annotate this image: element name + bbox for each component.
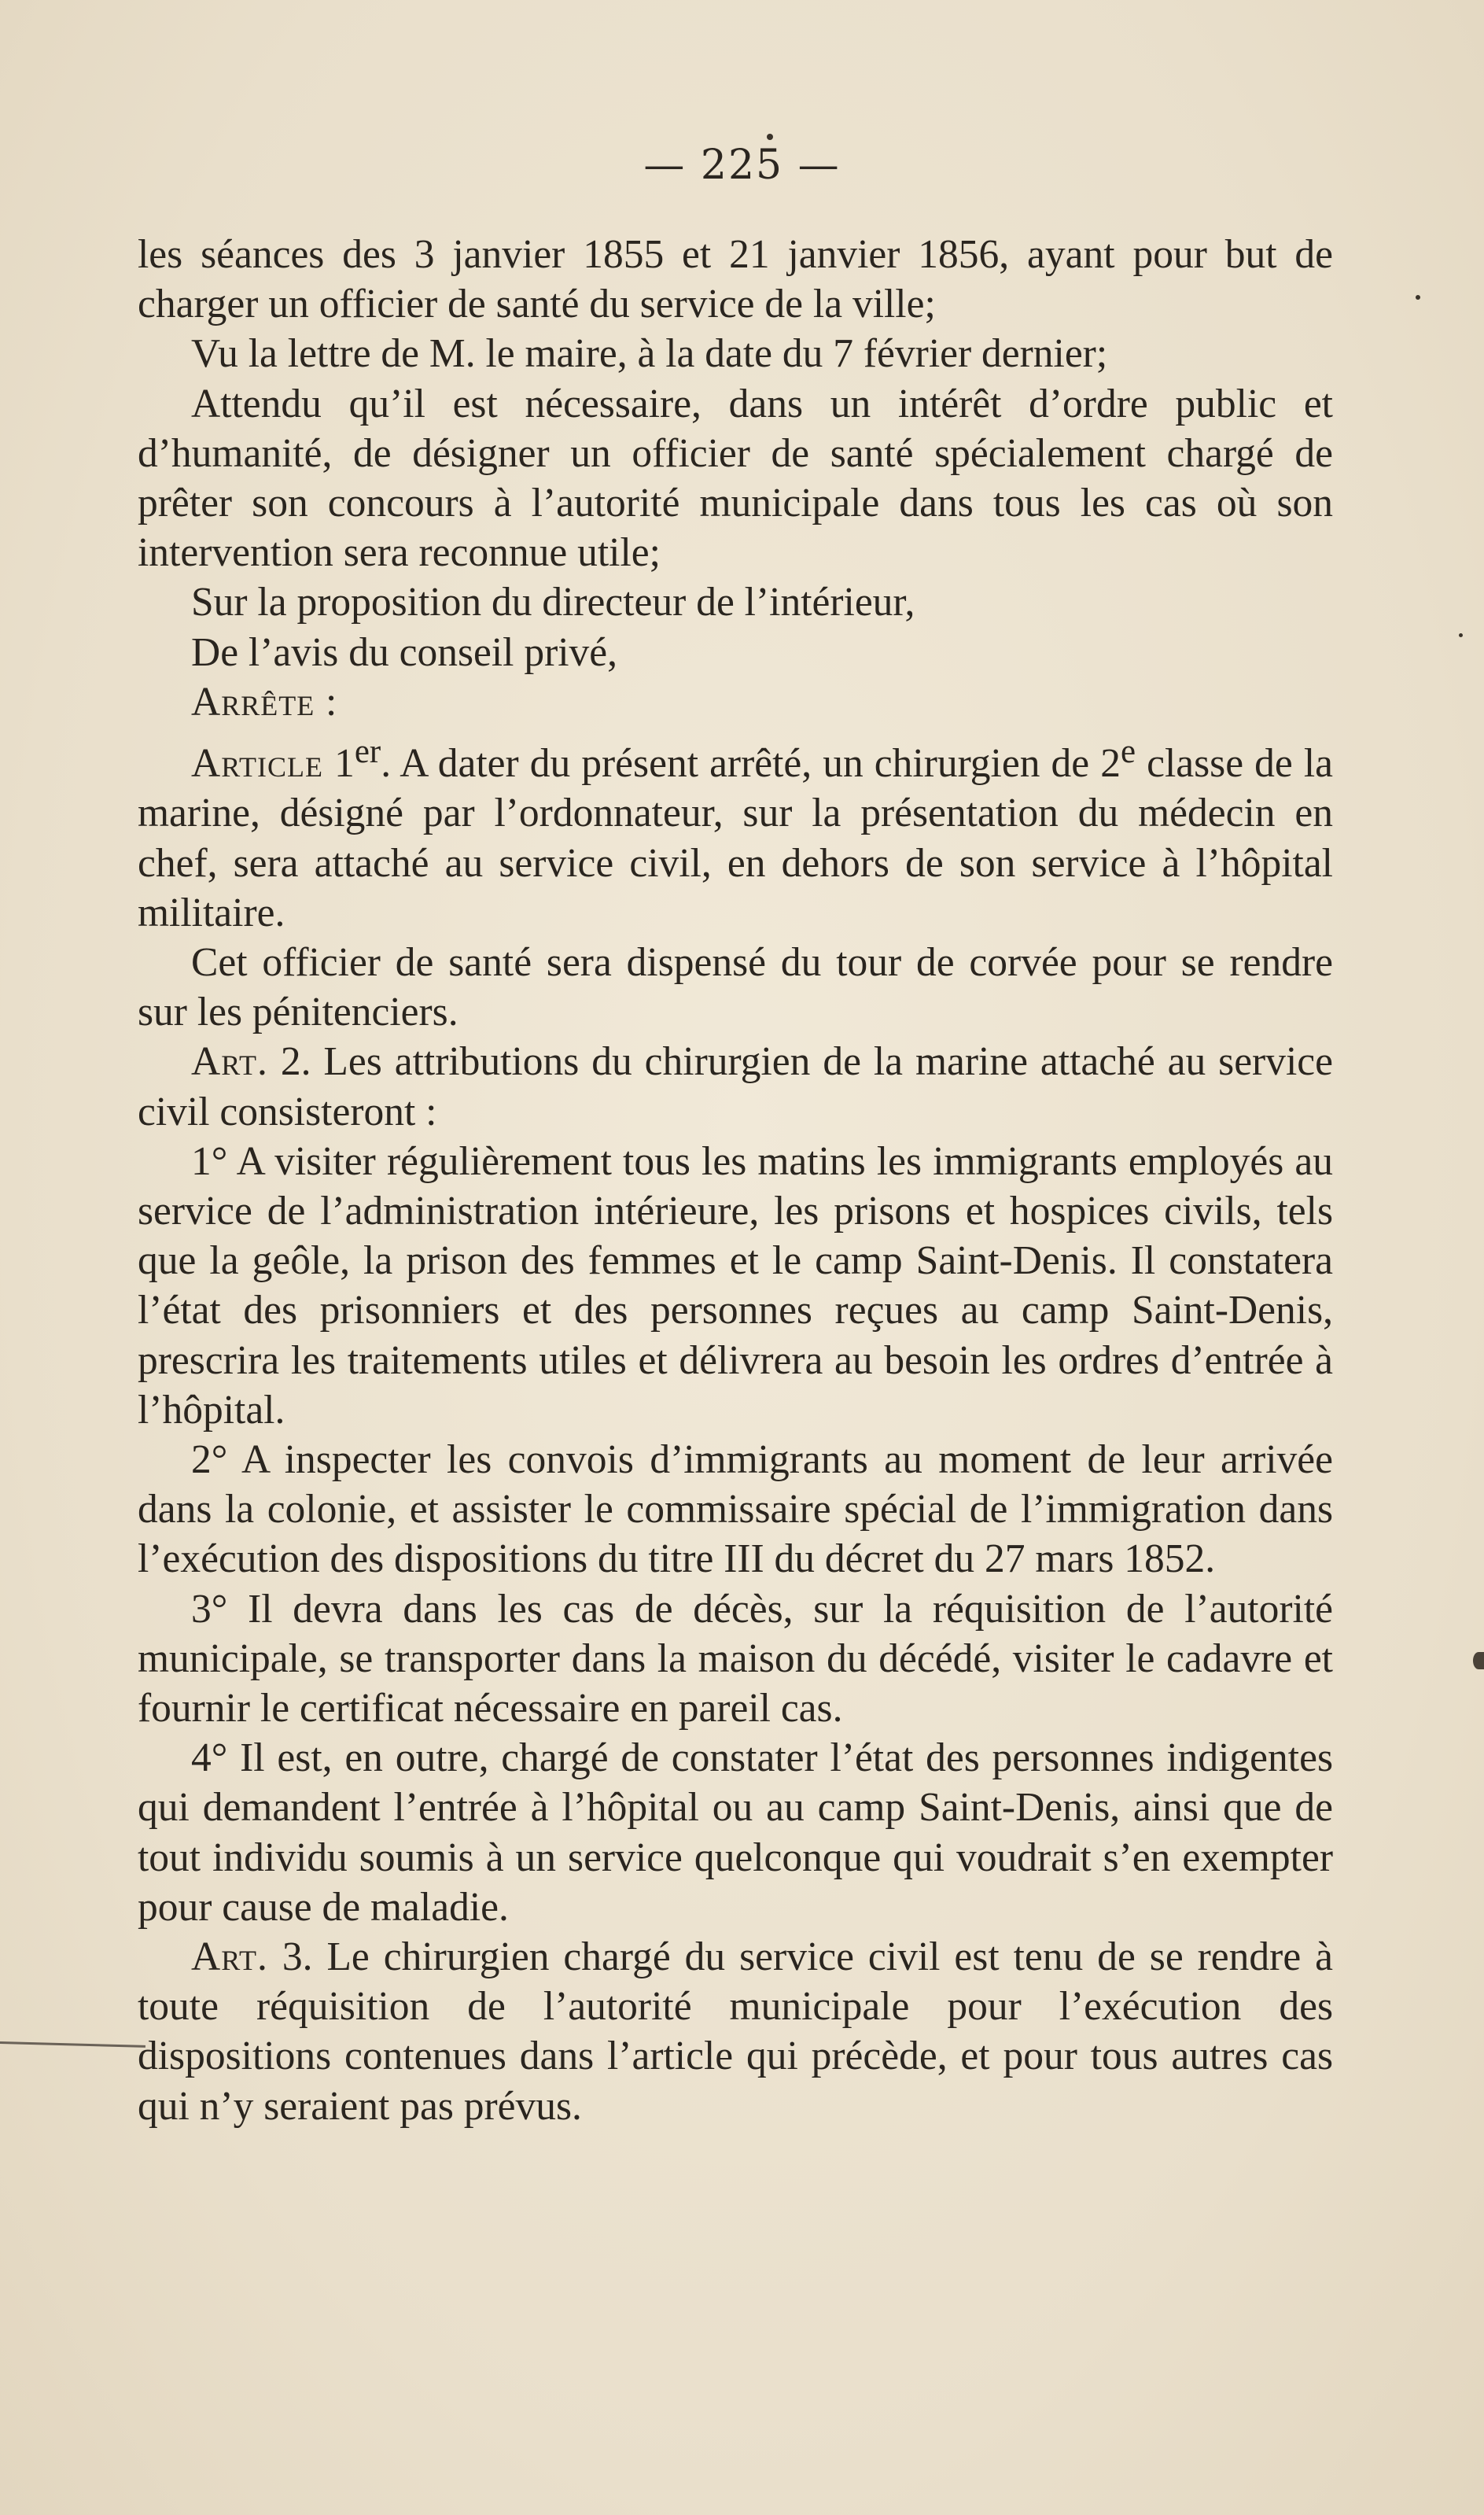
article-text: Le chirurgien chargé du service civil est tenu de se rendre à toute réquisition de l’autorité municipale pour l’exécution des dispositions contenues dans l’article qui précède, et pour tous autres cas qui n’y seraient pas prévus. <box>138 1934 1333 2129</box>
paragraph <box>138 329 1333 378</box>
article-number: 2. <box>267 1039 311 1085</box>
article-label: Art. <box>191 1039 268 1085</box>
article-text: Les attributions du chirurgien de la marine attaché au service civil consisteront : <box>138 1039 1333 1134</box>
paragraph-text: les séances des 3 janvier 1855 et 21 janvier 1856, ayant pour but de charger un officier de santé du service de la ville; <box>138 232 1333 327</box>
ink-speck <box>1416 295 1420 300</box>
article-text: A dater du présent arrêté, un chirurgien de 2 <box>391 741 1121 787</box>
paragraph <box>138 577 1333 627</box>
paragraph <box>138 379 1333 578</box>
article-number: 1 <box>334 741 355 787</box>
list-item <box>138 1137 1333 1435</box>
list-item <box>138 1584 1333 1734</box>
paragraph-text: Vu la lettre de M. le maire, à la date du 7 février dernier; <box>191 331 1108 377</box>
decree-heading <box>138 677 1333 727</box>
paragraph-text: Attendu qu’il est nécessaire, dans un intérêt d’ordre public et d’humanité, de désigner un officier de santé spécialement chargé de prêter son concours à l’autorité municipale dans tous les cas où son intervention sera reconnue utile; <box>138 381 1333 576</box>
article-paragraph <box>138 727 1333 938</box>
paragraph <box>138 230 1333 329</box>
article-number: 3. <box>267 1934 313 1980</box>
list-item <box>138 1733 1333 1932</box>
edge-ink-mark <box>1473 1652 1484 1669</box>
list-item <box>138 1435 1333 1584</box>
page-number: — 225 — <box>643 142 841 189</box>
article-text: classe de la marine, désigné par l’ordonnateur, sur la présentation du médecin en chef, sera attaché au service civil, en dehors de son service à l’hôpital militaire. <box>138 741 1333 935</box>
paragraph <box>138 628 1333 677</box>
article-punctuation: . <box>381 741 392 787</box>
ink-speck <box>767 134 773 140</box>
article-label: Art. <box>191 1934 268 1980</box>
ink-speck <box>1459 633 1463 637</box>
paragraph-text: Cet officier de santé sera dispensé du tour de corvée pour se rendre sur les pénitenciers. <box>138 940 1333 1035</box>
paragraph-text: 4° Il est, en outre, chargé de constater l’état des personnes indigentes qui demandent l’entrée à l’hôpital ou au camp Saint-Denis, ainsi que de tout individu soumis à un service quelconque qui voudrait s’en exempter pour cause de maladie. <box>138 1735 1333 1930</box>
paragraph-text: Sur la proposition du directeur de l’intérieur, <box>191 580 915 625</box>
body-text <box>138 230 1333 2131</box>
paragraph-text: 2° A inspecter les convois d’immigrants au moment de leur arrivée dans la colonie, et assister le commissaire spécial de l’immigration dans l’exécution des dispositions du titre III du décret du 27 mars 1852. <box>138 1437 1333 1582</box>
paragraph-text: 1° A visiter régulièrement tous les matins les immigrants employés au service de l’administration intérieure, les prisons et hospices civils, tels que la geôle, la prison des femmes et le camp Saint-Denis. Il constatera l’état des prisonniers et des personnes reçues au camp Saint-Denis, prescrira les traitements utiles et délivrera au besoin les ordres d’entrée à l’hôpital. <box>138 1138 1333 1433</box>
ordinal-suffix: e <box>1120 733 1136 771</box>
margin-scratch <box>0 2041 145 2048</box>
article-number-suffix: er <box>354 733 381 771</box>
heading-text: Arrête : <box>191 679 338 725</box>
paragraph-text: De l’avis du conseil privé, <box>191 629 618 675</box>
article-label: Article <box>191 741 324 787</box>
paragraph-text: 3° Il devra dans les cas de décès, sur la réquisition de l’autorité municipale, se transporter dans la maison du décédé, visiter le cadavre et fournir le certificat nécessaire en pareil cas. <box>138 1586 1333 1731</box>
article-paragraph <box>138 1932 1333 2131</box>
paragraph <box>138 938 1333 1037</box>
article-paragraph <box>138 1037 1333 1136</box>
